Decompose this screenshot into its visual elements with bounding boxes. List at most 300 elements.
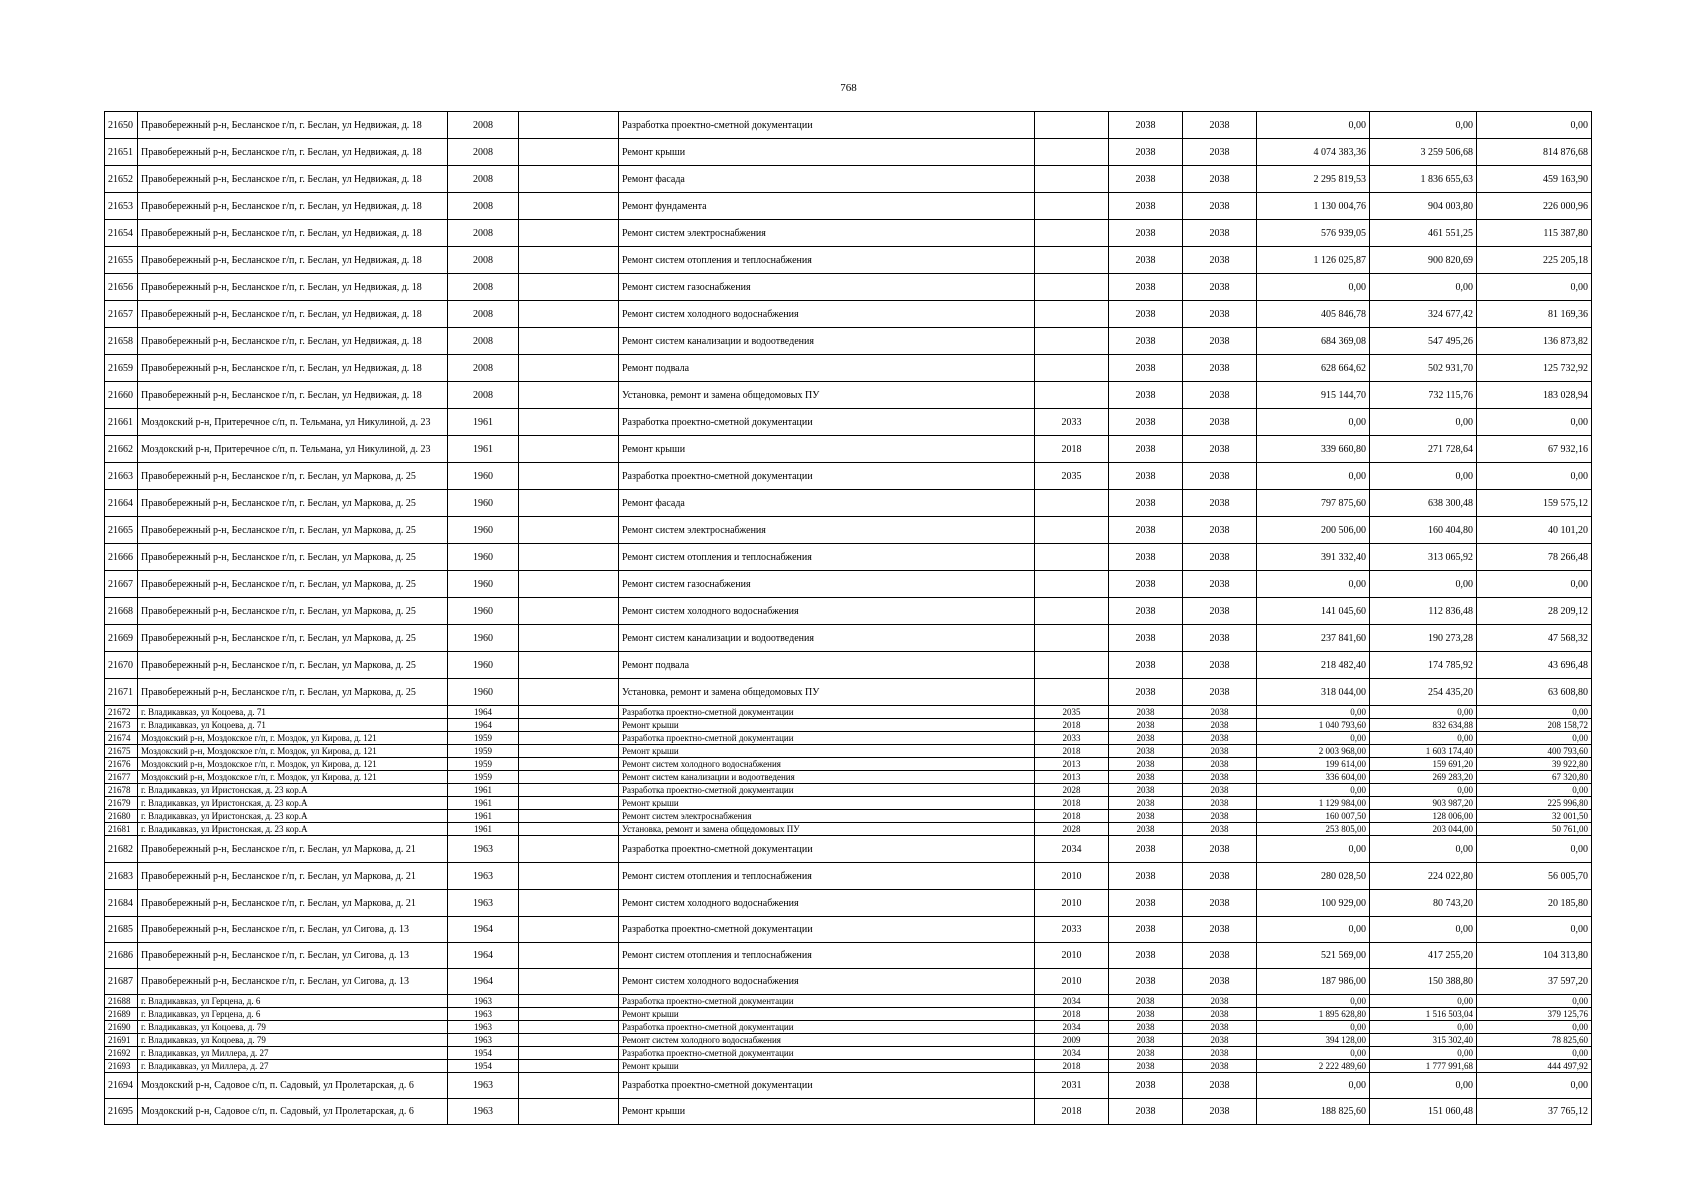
total-cost-cell: 339 660,80 (1257, 436, 1370, 463)
empty-cell (519, 1073, 619, 1099)
row-number: 21652 (105, 166, 138, 193)
cost-part1-cell: 254 435,20 (1370, 679, 1477, 706)
year-built-cell: 1964 (448, 719, 519, 732)
cost-part1-cell: 159 691,20 (1370, 758, 1477, 771)
table-row (105, 797, 1592, 810)
address-cell: г. Владикавказ, ул Иристонская, д. 23 кор.А (138, 797, 448, 810)
last-repair-year-cell: 2018 (1035, 797, 1109, 810)
address-cell: Правобережный р-н, Бесланское г/п, г. Беслан, ул Недвижая, д. 18 (138, 301, 448, 328)
plan-end-year-cell: 2038 (1183, 139, 1257, 166)
plan-start-year-cell: 2038 (1109, 1073, 1183, 1099)
year-built-cell: 2008 (448, 112, 519, 139)
last-repair-year-cell (1035, 328, 1109, 355)
plan-end-year-cell: 2038 (1183, 409, 1257, 436)
year-built-cell: 1964 (448, 706, 519, 719)
plan-end-year-cell: 2038 (1183, 301, 1257, 328)
year-built-cell: 1954 (448, 1047, 519, 1060)
total-cost-cell: 160 007,50 (1257, 810, 1370, 823)
year-built-cell: 1960 (448, 652, 519, 679)
total-cost-cell: 576 939,05 (1257, 220, 1370, 247)
year-built-cell: 1963 (448, 1008, 519, 1021)
address-cell: г. Владикавказ, ул Коцоева, д. 79 (138, 1034, 448, 1047)
cost-part2-cell: 37 597,20 (1477, 969, 1592, 995)
year-built-cell: 1961 (448, 784, 519, 797)
plan-start-year-cell: 2038 (1109, 274, 1183, 301)
total-cost-cell: 0,00 (1257, 917, 1370, 943)
last-repair-year-cell (1035, 220, 1109, 247)
cost-part1-cell: 0,00 (1370, 1073, 1477, 1099)
cost-part2-cell: 0,00 (1477, 706, 1592, 719)
last-repair-year-cell: 2028 (1035, 823, 1109, 836)
last-repair-year-cell (1035, 598, 1109, 625)
empty-cell (519, 220, 619, 247)
empty-cell (519, 355, 619, 382)
year-built-cell: 2008 (448, 139, 519, 166)
address-cell: Правобережный р-н, Бесланское г/п, г. Беслан, ул Сигова, д. 13 (138, 943, 448, 969)
address-cell: Правобережный р-н, Бесланское г/п, г. Беслан, ул Маркова, д. 25 (138, 679, 448, 706)
last-repair-year-cell (1035, 193, 1109, 220)
empty-cell (519, 890, 619, 917)
row-number: 21671 (105, 679, 138, 706)
table-row (105, 544, 1592, 571)
work-type-cell: Ремонт систем отопления и теплоснабжения (619, 863, 1035, 890)
cost-part1-cell: 0,00 (1370, 1047, 1477, 1060)
plan-end-year-cell: 2038 (1183, 463, 1257, 490)
address-cell: Правобережный р-н, Бесланское г/п, г. Беслан, ул Маркова, д. 25 (138, 625, 448, 652)
address-cell: Правобережный р-н, Бесланское г/п, г. Беслан, ул Недвижая, д. 18 (138, 355, 448, 382)
plan-end-year-cell: 2038 (1183, 943, 1257, 969)
empty-cell (519, 1034, 619, 1047)
total-cost-cell: 1 040 793,60 (1257, 719, 1370, 732)
table-row (105, 139, 1592, 166)
plan-end-year-cell: 2038 (1183, 810, 1257, 823)
empty-cell (519, 745, 619, 758)
total-cost-cell: 1 895 628,80 (1257, 1008, 1370, 1021)
plan-end-year-cell: 2038 (1183, 706, 1257, 719)
cost-part1-cell: 0,00 (1370, 463, 1477, 490)
plan-end-year-cell: 2038 (1183, 995, 1257, 1008)
plan-end-year-cell: 2038 (1183, 1047, 1257, 1060)
plan-start-year-cell: 2038 (1109, 890, 1183, 917)
row-number: 21658 (105, 328, 138, 355)
plan-start-year-cell: 2038 (1109, 382, 1183, 409)
total-cost-cell: 0,00 (1257, 784, 1370, 797)
row-number: 21668 (105, 598, 138, 625)
empty-cell (519, 247, 619, 274)
plan-start-year-cell: 2038 (1109, 797, 1183, 810)
address-cell: Правобережный р-н, Бесланское г/п, г. Беслан, ул Маркова, д. 25 (138, 598, 448, 625)
row-number: 21676 (105, 758, 138, 771)
row-number: 21665 (105, 517, 138, 544)
plan-start-year-cell: 2038 (1109, 625, 1183, 652)
last-repair-year-cell: 2018 (1035, 1060, 1109, 1073)
total-cost-cell: 0,00 (1257, 463, 1370, 490)
plan-end-year-cell: 2038 (1183, 969, 1257, 995)
cost-part2-cell: 39 922,80 (1477, 758, 1592, 771)
row-number: 21666 (105, 544, 138, 571)
cost-part1-cell: 224 022,80 (1370, 863, 1477, 890)
last-repair-year-cell: 2018 (1035, 1099, 1109, 1125)
cost-part1-cell: 638 300,48 (1370, 490, 1477, 517)
cost-part2-cell: 81 169,36 (1477, 301, 1592, 328)
year-built-cell: 1961 (448, 436, 519, 463)
address-cell: г. Владикавказ, ул Коцоева, д. 71 (138, 719, 448, 732)
row-number: 21688 (105, 995, 138, 1008)
plan-start-year-cell: 2038 (1109, 166, 1183, 193)
year-built-cell: 1963 (448, 863, 519, 890)
work-type-cell: Ремонт систем канализации и водоотведения (619, 625, 1035, 652)
work-type-cell: Ремонт систем электроснабжения (619, 220, 1035, 247)
last-repair-year-cell: 2035 (1035, 463, 1109, 490)
table-row (105, 166, 1592, 193)
cost-part1-cell: 502 931,70 (1370, 355, 1477, 382)
empty-cell (519, 943, 619, 969)
last-repair-year-cell: 2018 (1035, 719, 1109, 732)
plan-end-year-cell: 2038 (1183, 652, 1257, 679)
cost-part1-cell: 271 728,64 (1370, 436, 1477, 463)
total-cost-cell: 253 805,00 (1257, 823, 1370, 836)
cost-part2-cell: 67 932,16 (1477, 436, 1592, 463)
total-cost-cell: 141 045,60 (1257, 598, 1370, 625)
table-row (105, 758, 1592, 771)
address-cell: Правобережный р-н, Бесланское г/п, г. Беслан, ул Недвижая, д. 18 (138, 112, 448, 139)
row-number: 21656 (105, 274, 138, 301)
last-repair-year-cell (1035, 652, 1109, 679)
cost-part2-cell: 63 608,80 (1477, 679, 1592, 706)
row-number: 21675 (105, 745, 138, 758)
table-row (105, 679, 1592, 706)
table-row (105, 1073, 1592, 1099)
empty-cell (519, 652, 619, 679)
table-row (105, 719, 1592, 732)
year-built-cell: 1963 (448, 836, 519, 863)
total-cost-cell: 628 664,62 (1257, 355, 1370, 382)
plan-end-year-cell: 2038 (1183, 797, 1257, 810)
empty-cell (519, 1021, 619, 1034)
year-built-cell: 1963 (448, 1073, 519, 1099)
year-built-cell: 2008 (448, 274, 519, 301)
address-cell: Правобережный р-н, Бесланское г/п, г. Беслан, ул Маркова, д. 21 (138, 890, 448, 917)
empty-cell (519, 917, 619, 943)
work-type-cell: Ремонт крыши (619, 719, 1035, 732)
cost-part2-cell: 47 568,32 (1477, 625, 1592, 652)
year-built-cell: 2008 (448, 301, 519, 328)
table-row (105, 409, 1592, 436)
plan-end-year-cell: 2038 (1183, 436, 1257, 463)
table-row (105, 652, 1592, 679)
year-built-cell: 1959 (448, 745, 519, 758)
total-cost-cell: 684 369,08 (1257, 328, 1370, 355)
plan-end-year-cell: 2038 (1183, 719, 1257, 732)
cost-part1-cell: 0,00 (1370, 784, 1477, 797)
last-repair-year-cell: 2013 (1035, 771, 1109, 784)
plan-start-year-cell: 2038 (1109, 1021, 1183, 1034)
cost-part2-cell: 0,00 (1477, 732, 1592, 745)
year-built-cell: 1961 (448, 797, 519, 810)
cost-part1-cell: 1 836 655,63 (1370, 166, 1477, 193)
empty-cell (519, 836, 619, 863)
plan-start-year-cell: 2038 (1109, 732, 1183, 745)
empty-cell (519, 969, 619, 995)
plan-start-year-cell: 2038 (1109, 863, 1183, 890)
row-number: 21672 (105, 706, 138, 719)
row-number: 21657 (105, 301, 138, 328)
last-repair-year-cell: 2033 (1035, 917, 1109, 943)
year-built-cell: 1964 (448, 969, 519, 995)
year-built-cell: 1954 (448, 1060, 519, 1073)
table-row (105, 1021, 1592, 1034)
year-built-cell: 1960 (448, 517, 519, 544)
work-type-cell: Ремонт систем отопления и теплоснабжения (619, 943, 1035, 969)
last-repair-year-cell: 2013 (1035, 758, 1109, 771)
row-number: 21659 (105, 355, 138, 382)
cost-part2-cell: 40 101,20 (1477, 517, 1592, 544)
cost-part1-cell: 461 551,25 (1370, 220, 1477, 247)
cost-part1-cell: 151 060,48 (1370, 1099, 1477, 1125)
work-type-cell: Ремонт фундамента (619, 193, 1035, 220)
address-cell: Правобережный р-н, Бесланское г/п, г. Беслан, ул Недвижая, д. 18 (138, 193, 448, 220)
plan-start-year-cell: 2038 (1109, 1047, 1183, 1060)
total-cost-cell: 0,00 (1257, 1073, 1370, 1099)
cost-part2-cell: 225 996,80 (1477, 797, 1592, 810)
address-cell: Правобережный р-н, Бесланское г/п, г. Беслан, ул Недвижая, д. 18 (138, 382, 448, 409)
last-repair-year-cell: 2034 (1035, 836, 1109, 863)
year-built-cell: 1961 (448, 823, 519, 836)
cost-part1-cell: 0,00 (1370, 732, 1477, 745)
plan-start-year-cell: 2038 (1109, 1099, 1183, 1125)
cost-part2-cell: 0,00 (1477, 784, 1592, 797)
address-cell: Правобережный р-н, Бесланское г/п, г. Беслан, ул Недвижая, д. 18 (138, 220, 448, 247)
last-repair-year-cell: 2009 (1035, 1034, 1109, 1047)
plan-end-year-cell: 2038 (1183, 917, 1257, 943)
cost-part1-cell: 1 777 991,68 (1370, 1060, 1477, 1073)
work-type-cell: Установка, ремонт и замена общедомовых ПУ (619, 382, 1035, 409)
plan-end-year-cell: 2038 (1183, 863, 1257, 890)
work-type-cell: Ремонт систем холодного водоснабжения (619, 301, 1035, 328)
cost-part2-cell: 37 765,12 (1477, 1099, 1592, 1125)
empty-cell (519, 166, 619, 193)
plan-end-year-cell: 2038 (1183, 1021, 1257, 1034)
total-cost-cell: 4 074 383,36 (1257, 139, 1370, 166)
total-cost-cell: 0,00 (1257, 732, 1370, 745)
total-cost-cell: 200 506,00 (1257, 517, 1370, 544)
cost-part2-cell: 20 185,80 (1477, 890, 1592, 917)
cost-part1-cell: 1 516 503,04 (1370, 1008, 1477, 1021)
address-cell: Моздокский р-н, Притеречное с/п, п. Тельмана, ул Никулиной, д. 23 (138, 436, 448, 463)
plan-end-year-cell: 2038 (1183, 112, 1257, 139)
total-cost-cell: 199 614,00 (1257, 758, 1370, 771)
cost-part1-cell: 160 404,80 (1370, 517, 1477, 544)
address-cell: г. Владикавказ, ул Герцена, д. 6 (138, 995, 448, 1008)
plan-end-year-cell: 2038 (1183, 823, 1257, 836)
address-cell: Правобережный р-н, Бесланское г/п, г. Беслан, ул Маркова, д. 21 (138, 836, 448, 863)
table-row (105, 706, 1592, 719)
cost-part1-cell: 0,00 (1370, 917, 1477, 943)
cost-part2-cell: 379 125,76 (1477, 1008, 1592, 1021)
table-row (105, 571, 1592, 598)
row-number: 21650 (105, 112, 138, 139)
work-type-cell: Разработка проектно-сметной документации (619, 112, 1035, 139)
work-type-cell: Ремонт систем отопления и теплоснабжения (619, 247, 1035, 274)
address-cell: Моздокский р-н, Садовое с/п, п. Садовый, ул Пролетарская, д. 6 (138, 1073, 448, 1099)
year-built-cell: 1960 (448, 571, 519, 598)
total-cost-cell: 797 875,60 (1257, 490, 1370, 517)
row-number: 21691 (105, 1034, 138, 1047)
last-repair-year-cell: 2010 (1035, 943, 1109, 969)
empty-cell (519, 719, 619, 732)
work-type-cell: Разработка проектно-сметной документации (619, 836, 1035, 863)
empty-cell (519, 810, 619, 823)
row-number: 21677 (105, 771, 138, 784)
row-number: 21669 (105, 625, 138, 652)
cost-part1-cell: 547 495,26 (1370, 328, 1477, 355)
row-number: 21663 (105, 463, 138, 490)
address-cell: Правобережный р-н, Бесланское г/п, г. Беслан, ул Сигова, д. 13 (138, 969, 448, 995)
cost-part2-cell: 0,00 (1477, 1073, 1592, 1099)
cost-part2-cell: 78 825,60 (1477, 1034, 1592, 1047)
address-cell: г. Владикавказ, ул Миллера, д. 27 (138, 1047, 448, 1060)
work-type-cell: Установка, ремонт и замена общедомовых ПУ (619, 679, 1035, 706)
cost-part2-cell: 136 873,82 (1477, 328, 1592, 355)
total-cost-cell: 0,00 (1257, 706, 1370, 719)
plan-start-year-cell: 2038 (1109, 719, 1183, 732)
address-cell: Правобережный р-н, Бесланское г/п, г. Беслан, ул Недвижая, д. 18 (138, 139, 448, 166)
empty-cell (519, 1060, 619, 1073)
last-repair-year-cell (1035, 139, 1109, 166)
table-row (105, 247, 1592, 274)
year-built-cell: 2008 (448, 247, 519, 274)
total-cost-cell: 1 129 984,00 (1257, 797, 1370, 810)
year-built-cell: 2008 (448, 328, 519, 355)
work-type-cell: Ремонт крыши (619, 436, 1035, 463)
last-repair-year-cell (1035, 517, 1109, 544)
total-cost-cell: 280 028,50 (1257, 863, 1370, 890)
plan-start-year-cell: 2038 (1109, 490, 1183, 517)
table-row (105, 1047, 1592, 1060)
row-number: 21654 (105, 220, 138, 247)
address-cell: г. Владикавказ, ул Иристонская, д. 23 кор.А (138, 784, 448, 797)
total-cost-cell: 0,00 (1257, 995, 1370, 1008)
work-type-cell: Ремонт систем канализации и водоотведения (619, 328, 1035, 355)
total-cost-cell: 1 130 004,76 (1257, 193, 1370, 220)
row-number: 21674 (105, 732, 138, 745)
empty-cell (519, 436, 619, 463)
total-cost-cell: 0,00 (1257, 274, 1370, 301)
total-cost-cell: 2 295 819,53 (1257, 166, 1370, 193)
last-repair-year-cell: 2033 (1035, 732, 1109, 745)
total-cost-cell: 2 222 489,60 (1257, 1060, 1370, 1073)
empty-cell (519, 823, 619, 836)
row-number: 21673 (105, 719, 138, 732)
work-type-cell: Ремонт крыши (619, 745, 1035, 758)
cost-part2-cell: 78 266,48 (1477, 544, 1592, 571)
cost-part1-cell: 0,00 (1370, 409, 1477, 436)
year-built-cell: 1960 (448, 490, 519, 517)
plan-start-year-cell: 2038 (1109, 995, 1183, 1008)
cost-part1-cell: 0,00 (1370, 1021, 1477, 1034)
address-cell: Моздокский р-н, Моздокское г/п, г. Моздок, ул Кирова, д. 121 (138, 758, 448, 771)
plan-start-year-cell: 2038 (1109, 758, 1183, 771)
total-cost-cell: 188 825,60 (1257, 1099, 1370, 1125)
cost-part1-cell: 80 743,20 (1370, 890, 1477, 917)
year-built-cell: 1960 (448, 625, 519, 652)
address-cell: Правобережный р-н, Бесланское г/п, г. Беслан, ул Маркова, д. 25 (138, 652, 448, 679)
work-type-cell: Ремонт систем электроснабжения (619, 810, 1035, 823)
cost-part2-cell: 0,00 (1477, 274, 1592, 301)
empty-cell (519, 112, 619, 139)
cost-part1-cell: 315 302,40 (1370, 1034, 1477, 1047)
plan-start-year-cell: 2038 (1109, 247, 1183, 274)
total-cost-cell: 237 841,60 (1257, 625, 1370, 652)
work-type-cell: Ремонт систем холодного водоснабжения (619, 969, 1035, 995)
cost-part2-cell: 226 000,96 (1477, 193, 1592, 220)
plan-end-year-cell: 2038 (1183, 1073, 1257, 1099)
table-row (105, 274, 1592, 301)
cost-part2-cell: 50 761,00 (1477, 823, 1592, 836)
cost-part2-cell: 0,00 (1477, 917, 1592, 943)
cost-part2-cell: 0,00 (1477, 409, 1592, 436)
empty-cell (519, 706, 619, 719)
cost-part2-cell: 32 001,50 (1477, 810, 1592, 823)
empty-cell (519, 797, 619, 810)
empty-cell (519, 598, 619, 625)
year-built-cell: 1963 (448, 995, 519, 1008)
plan-start-year-cell: 2038 (1109, 969, 1183, 995)
cost-part2-cell: 208 158,72 (1477, 719, 1592, 732)
last-repair-year-cell (1035, 382, 1109, 409)
plan-end-year-cell: 2038 (1183, 382, 1257, 409)
table-row (105, 382, 1592, 409)
empty-cell (519, 571, 619, 598)
plan-start-year-cell: 2038 (1109, 463, 1183, 490)
year-built-cell: 2008 (448, 166, 519, 193)
empty-cell (519, 139, 619, 166)
plan-end-year-cell: 2038 (1183, 598, 1257, 625)
plan-start-year-cell: 2038 (1109, 193, 1183, 220)
work-type-cell: Установка, ремонт и замена общедомовых ПУ (619, 823, 1035, 836)
last-repair-year-cell: 2010 (1035, 863, 1109, 890)
total-cost-cell: 336 604,00 (1257, 771, 1370, 784)
row-number: 21693 (105, 1060, 138, 1073)
address-cell: г. Владикавказ, ул Иристонская, д. 23 кор.А (138, 823, 448, 836)
empty-cell (519, 544, 619, 571)
address-cell: г. Владикавказ, ул Иристонская, д. 23 кор.А (138, 810, 448, 823)
last-repair-year-cell (1035, 301, 1109, 328)
cost-part2-cell: 0,00 (1477, 1021, 1592, 1034)
table-row (105, 784, 1592, 797)
cost-part1-cell: 128 006,00 (1370, 810, 1477, 823)
year-built-cell: 1963 (448, 1099, 519, 1125)
plan-start-year-cell: 2038 (1109, 836, 1183, 863)
cost-part2-cell: 459 163,90 (1477, 166, 1592, 193)
work-type-cell: Разработка проектно-сметной документации (619, 1047, 1035, 1060)
work-type-cell: Ремонт фасада (619, 166, 1035, 193)
plan-end-year-cell: 2038 (1183, 890, 1257, 917)
last-repair-year-cell (1035, 490, 1109, 517)
address-cell: Правобережный р-н, Бесланское г/п, г. Беслан, ул Маркова, д. 25 (138, 463, 448, 490)
year-built-cell: 1960 (448, 544, 519, 571)
last-repair-year-cell: 2035 (1035, 706, 1109, 719)
last-repair-year-cell: 2034 (1035, 995, 1109, 1008)
plan-end-year-cell: 2038 (1183, 1099, 1257, 1125)
plan-end-year-cell: 2038 (1183, 328, 1257, 355)
plan-end-year-cell: 2038 (1183, 771, 1257, 784)
work-type-cell: Разработка проектно-сметной документации (619, 784, 1035, 797)
year-built-cell: 1963 (448, 890, 519, 917)
empty-cell (519, 679, 619, 706)
table-row (105, 745, 1592, 758)
cost-part1-cell: 174 785,92 (1370, 652, 1477, 679)
